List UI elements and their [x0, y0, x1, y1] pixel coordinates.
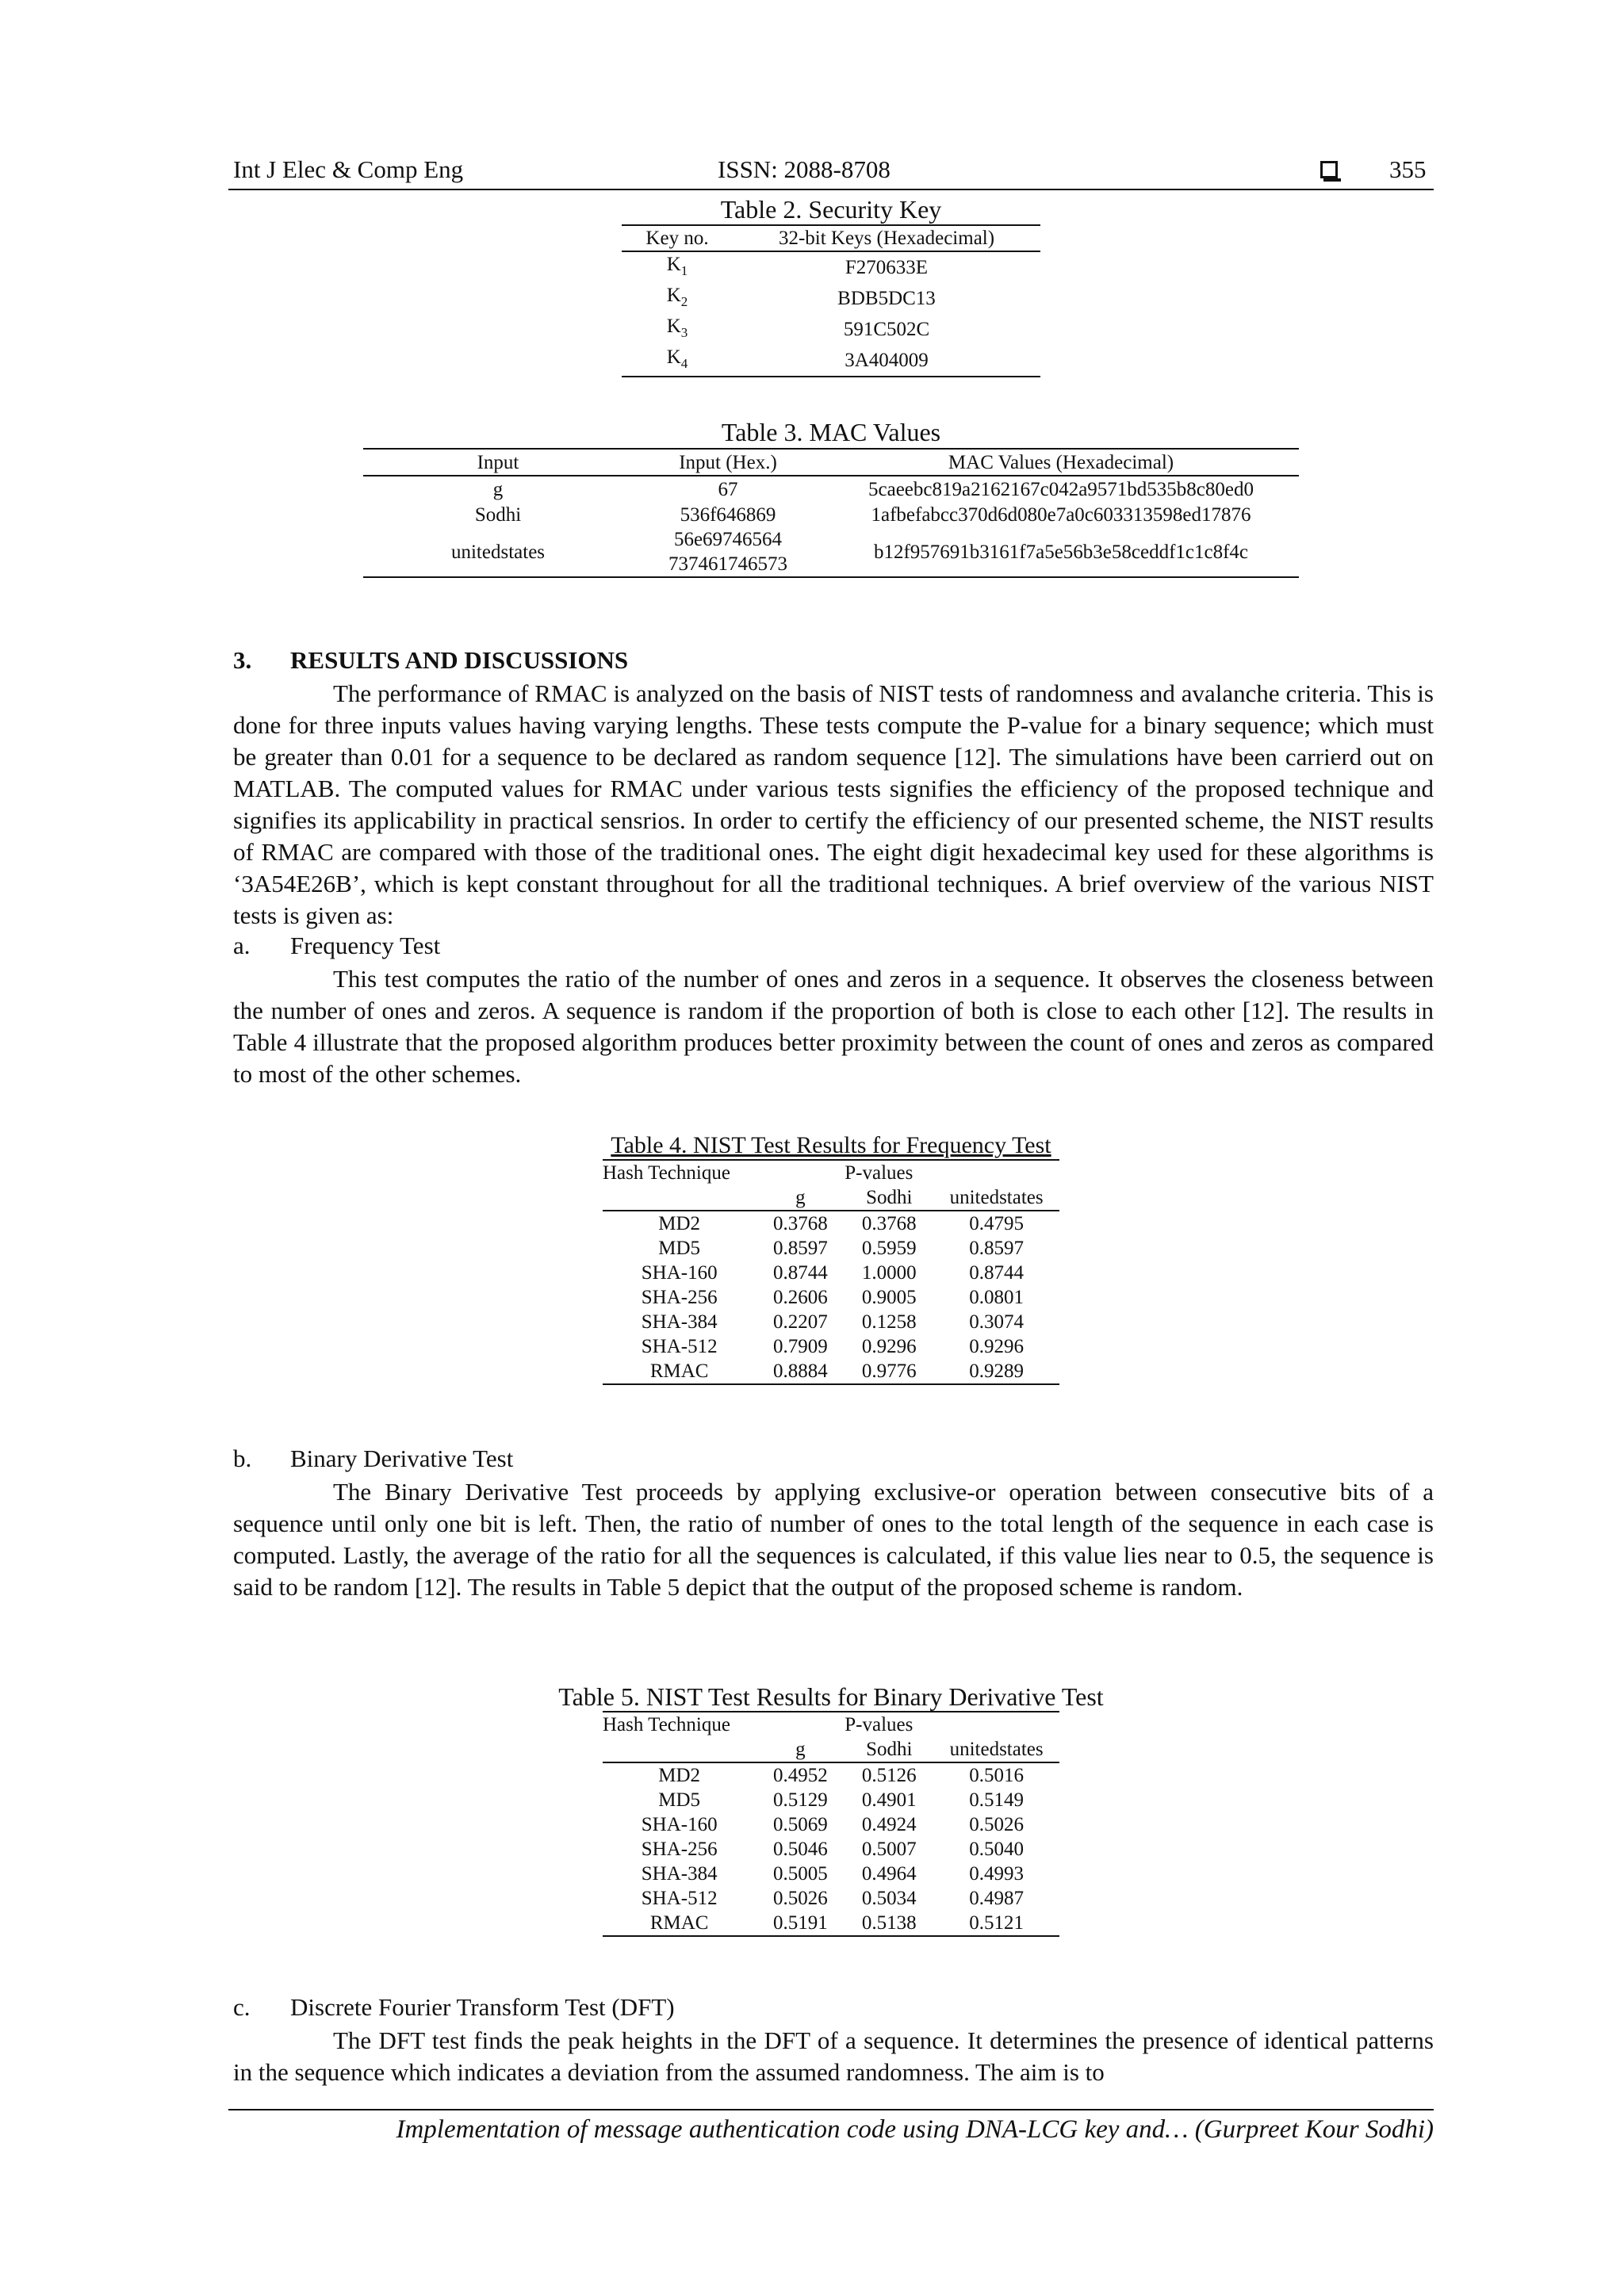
- technique-cell: MD5: [658, 1789, 701, 1811]
- pvalue-unitedstates-cell: 0.8597: [969, 1238, 1024, 1259]
- table-row: [603, 1334, 1059, 1359]
- table-row: [363, 476, 1299, 502]
- table-row: [603, 1911, 1059, 1936]
- key-label: K: [666, 285, 681, 306]
- table-row: [603, 1886, 1059, 1911]
- table-header-row: [603, 1185, 1059, 1211]
- pvalue-sodhi-cell: 0.9296: [861, 1336, 917, 1357]
- key-number-cell: [622, 345, 733, 377]
- table-header-row: [603, 1160, 1059, 1185]
- input-column-header: g: [756, 1185, 845, 1211]
- table-row: [363, 502, 1299, 527]
- table5-caption: Table 5. NIST Test Results for Binary Derivative Test: [558, 1682, 1104, 1711]
- mac-value-cell: 1afbefabcc370d6d080e7a0c603313598ed17876: [871, 503, 1251, 526]
- pvalue-sodhi-cell: 0.4901: [861, 1789, 917, 1811]
- table4-caption: Table 4. NIST Test Results for Frequency Test: [611, 1132, 1051, 1158]
- input-column-header: unitedstates: [933, 1185, 1059, 1211]
- subsection-b-label: b.: [233, 1445, 252, 1472]
- table3-col-input: Input: [363, 449, 633, 476]
- pvalue-g-cell: 0.8744: [772, 1262, 828, 1284]
- pvalue-unitedstates-cell: 0.5016: [969, 1765, 1024, 1786]
- table-row: [603, 1285, 1059, 1310]
- checkbox-square-icon: [1320, 161, 1338, 178]
- key-number-cell: [622, 251, 733, 283]
- table-row: [603, 1837, 1059, 1862]
- key-value-cell: 3A404009: [733, 345, 1040, 377]
- input-hex-cell: [633, 476, 823, 502]
- pvalue-unitedstates-cell: 0.0801: [969, 1287, 1024, 1308]
- key-subscript: 3: [680, 325, 688, 340]
- pvalue-sodhi-cell: 0.5959: [861, 1238, 917, 1259]
- pvalue-sodhi-cell: 0.1258: [861, 1311, 917, 1333]
- pvalue-unitedstates-cell: 0.3074: [969, 1311, 1024, 1333]
- empty-cell: [603, 1185, 756, 1211]
- pvalue-g-cell: 0.7909: [772, 1336, 828, 1357]
- table4-frequency-test: [603, 1159, 1059, 1385]
- input-hex-line: 56e69746564: [673, 529, 783, 550]
- table-row: [622, 345, 1040, 377]
- table-row: [622, 314, 1040, 345]
- key-subscript: 2: [680, 294, 688, 309]
- pvalue-g-cell: 0.5005: [772, 1863, 828, 1885]
- pvalue-unitedstates-cell: 0.4795: [969, 1213, 1024, 1234]
- technique-cell: RMAC: [603, 1911, 756, 1936]
- technique-cell: SHA-160: [641, 1814, 718, 1835]
- table-row: [603, 1762, 1059, 1788]
- pvalue-unitedstates-cell: 0.5149: [969, 1789, 1024, 1811]
- table3-col-hex: Input (Hex.): [633, 449, 823, 476]
- key-value-cell: F270633E: [845, 257, 929, 278]
- key-value-cell: 591C502C: [843, 319, 930, 340]
- table2-caption: Table 2. Security Key: [720, 195, 942, 224]
- subsection-a-paragraph: This test computes the ratio of the number of ones and zeros in a sequence. It observes the closeness between the number of ones and zeros. A sequence is random if the proportion of both is close to each other [12]. The results in Table 4 illustrate that the proposed algorithm produces better proximity between the count of ones and zeros as compared to most of the other schemes.: [233, 965, 1434, 1088]
- table3-caption: Table 3. MAC Values: [721, 418, 941, 446]
- subsection-b-heading: [233, 1445, 513, 1473]
- pvalue-sodhi-cell: 0.5138: [845, 1911, 933, 1936]
- key-label: K: [666, 346, 681, 368]
- pvalue-g-cell: 0.4952: [772, 1765, 828, 1786]
- table2-security-key: [622, 224, 1040, 377]
- table-row: [603, 1812, 1059, 1837]
- key-label: K: [666, 316, 681, 337]
- table2-col-key: Key no.: [622, 225, 733, 251]
- table-row: [622, 283, 1040, 314]
- header-rule: [228, 189, 1434, 190]
- key-number-cell: [622, 314, 733, 345]
- table-row: [603, 1788, 1059, 1812]
- pvalue-unitedstates-cell: 0.9289: [933, 1359, 1059, 1384]
- input-column-header: Sodhi: [845, 1737, 933, 1762]
- pvalue-sodhi-cell: 1.0000: [861, 1262, 917, 1284]
- pvalue-unitedstates-cell: 0.4993: [969, 1863, 1024, 1885]
- table-row: [603, 1211, 1059, 1236]
- input-hex-line: 67: [718, 478, 738, 500]
- input-hex-line: 536f646869: [680, 503, 776, 526]
- input-cell: g: [492, 478, 504, 500]
- subsection-c-paragraph: The DFT test finds the peak heights in the DFT of a sequence. It determines the presence of identical patterns in the sequence which indicates a deviation from the assumed randomness. The aim is to: [233, 2026, 1434, 2086]
- table-row: [622, 251, 1040, 283]
- footer-citation: Implementation of message authentication code using DNA-LCG key and… (Gurpreet Kour Sodhi): [396, 2115, 1434, 2144]
- technique-cell: MD2: [658, 1765, 701, 1786]
- input-column-header: Sodhi: [845, 1185, 933, 1211]
- pvalues-header: P-values: [845, 1712, 1059, 1737]
- technique-cell: RMAC: [603, 1359, 756, 1384]
- pvalue-sodhi-cell: 0.5034: [861, 1888, 917, 1909]
- key-label: K: [666, 254, 681, 275]
- input-cell: unitedstates: [363, 527, 633, 577]
- key-subscript: 1: [680, 263, 688, 278]
- subsection-b-paragraph: The Binary Derivative Test proceeds by applying exclusive-or operation between consecutive bits of a sequence until only one bit is left. Then, the ratio of number of ones to the total length of the sequence in each case is computed. Lastly, the average of the ratio for all the sequences is calculated, if this value lies near to 0.5, the sequence is said to be random [12]. The results in Table 5 depict that the output of the proposed scheme is random.: [233, 1478, 1434, 1601]
- table-row: [603, 1261, 1059, 1285]
- running-header-journal: Int J Elec & Comp Eng: [233, 155, 464, 183]
- pvalue-g-cell: 0.8884: [756, 1359, 845, 1384]
- input-column-header: g: [756, 1737, 845, 1762]
- pvalue-g-cell: 0.5046: [772, 1839, 828, 1860]
- input-hex-line: 737461746573: [668, 553, 787, 575]
- table2-col-value: 32-bit Keys (Hexadecimal): [733, 225, 1040, 251]
- section-number: 3.: [233, 646, 252, 674]
- subsection-c-title: Discrete Fourier Transform Test (DFT): [290, 1993, 675, 2021]
- pvalue-sodhi-cell: 0.4964: [861, 1863, 917, 1885]
- pvalue-sodhi-cell: 0.5126: [861, 1765, 917, 1786]
- table5-binary-derivative-test: [603, 1711, 1059, 1937]
- technique-cell: MD2: [658, 1213, 701, 1234]
- input-hex-cell: [633, 527, 823, 577]
- input-hex-cell: [633, 502, 823, 527]
- mac-value-cell: b12f957691b3161f7a5e56b3e58ceddf1c1c8f4c: [823, 527, 1299, 577]
- pvalue-sodhi-cell: 0.5007: [861, 1839, 917, 1860]
- table3-col-mac: MAC Values (Hexadecimal): [823, 449, 1299, 476]
- pvalue-g-cell: 0.5129: [772, 1789, 828, 1811]
- pvalue-sodhi-cell: 0.9005: [861, 1287, 917, 1308]
- pvalue-g-cell: 0.2606: [772, 1287, 828, 1308]
- key-number-cell: [622, 283, 733, 314]
- subsection-a-label: a.: [233, 932, 251, 959]
- mac-value-cell: 5caeebc819a2162167c042a9571bd535b8c80ed0: [868, 478, 1254, 500]
- subsection-a-title: Frequency Test: [290, 932, 441, 959]
- technique-cell: SHA-512: [641, 1336, 718, 1357]
- technique-cell: SHA-384: [641, 1311, 718, 1333]
- pvalue-unitedstates-cell: 0.9296: [969, 1336, 1024, 1357]
- input-cell: Sodhi: [474, 503, 522, 526]
- pvalue-g-cell: 0.2207: [772, 1311, 828, 1333]
- subsection-a-heading: [233, 932, 440, 960]
- pvalues-header: P-values: [845, 1160, 1059, 1185]
- technique-cell: SHA-160: [641, 1262, 718, 1284]
- subsection-c-label: c.: [233, 1993, 251, 2021]
- pvalue-sodhi-cell: 0.9776: [845, 1359, 933, 1384]
- running-header-issn: ISSN: 2088-8708: [718, 155, 891, 183]
- table-header-row: [603, 1712, 1059, 1737]
- table-row: [603, 1862, 1059, 1886]
- technique-cell: SHA-384: [641, 1863, 718, 1885]
- pvalue-unitedstates-cell: 0.5121: [933, 1911, 1059, 1936]
- pvalue-g-cell: 0.5026: [772, 1888, 828, 1909]
- section-heading: [233, 646, 628, 675]
- subsection-c-heading: [233, 1993, 675, 2022]
- key-value-cell: BDB5DC13: [837, 288, 936, 309]
- pvalue-unitedstates-cell: 0.4987: [969, 1888, 1024, 1909]
- input-column-header: unitedstates: [933, 1737, 1059, 1762]
- pvalue-g-cell: 0.8597: [772, 1238, 828, 1259]
- pvalue-g-cell: 0.5191: [756, 1911, 845, 1936]
- section-title: RESULTS AND DISCUSSIONS: [290, 646, 629, 674]
- section3-paragraph: The performance of RMAC is analyzed on the basis of NIST tests of randomness and avalanche criteria. This is done for three inputs values having varying lengths. These tests compute the P-value for a binary sequence; which must be greater than 0.01 for a sequence to be declared as random sequence [12]. The simulations have been carrierd out on MATLAB. The computed values for RMAC under various tests signifies the efficiency of the proposed technique and signifies its applicability in practical sensrios. In order to certify the efficiency of our presented scheme, the NIST results of RMAC are compared with those of the traditional ones. The eight digit hexadecimal key used for these algorithms is ‘3A54E26B’, which is kept constant throughout for all the traditional techniques. A brief overview of the various NIST tests is given as:: [233, 679, 1434, 929]
- pvalue-unitedstates-cell: 0.5040: [969, 1839, 1024, 1860]
- pvalue-g-cell: 0.3768: [772, 1213, 828, 1234]
- pvalue-sodhi-cell: 0.4924: [861, 1814, 917, 1835]
- hash-technique-header: Hash Technique: [603, 1160, 845, 1185]
- table-row: [603, 1310, 1059, 1334]
- page-number: 355: [1389, 155, 1427, 183]
- pvalue-sodhi-cell: 0.3768: [861, 1213, 917, 1234]
- table3-mac-values: [363, 448, 1299, 578]
- footer-rule: [228, 2109, 1434, 2110]
- subsection-b-title: Binary Derivative Test: [290, 1445, 514, 1472]
- table-row: [603, 1236, 1059, 1261]
- table-header-row: [603, 1737, 1059, 1762]
- pvalue-g-cell: 0.5069: [772, 1814, 828, 1835]
- hash-technique-header: Hash Technique: [603, 1712, 845, 1737]
- technique-cell: MD5: [658, 1238, 701, 1259]
- key-subscript: 4: [680, 356, 688, 371]
- table-row: [363, 527, 1299, 577]
- technique-cell: SHA-256: [641, 1839, 718, 1860]
- technique-cell: SHA-256: [641, 1287, 718, 1308]
- pvalue-unitedstates-cell: 0.8744: [969, 1262, 1024, 1284]
- table-row: [603, 1359, 1059, 1384]
- empty-cell: [603, 1737, 756, 1762]
- pvalue-unitedstates-cell: 0.5026: [969, 1814, 1024, 1835]
- technique-cell: SHA-512: [641, 1888, 718, 1909]
